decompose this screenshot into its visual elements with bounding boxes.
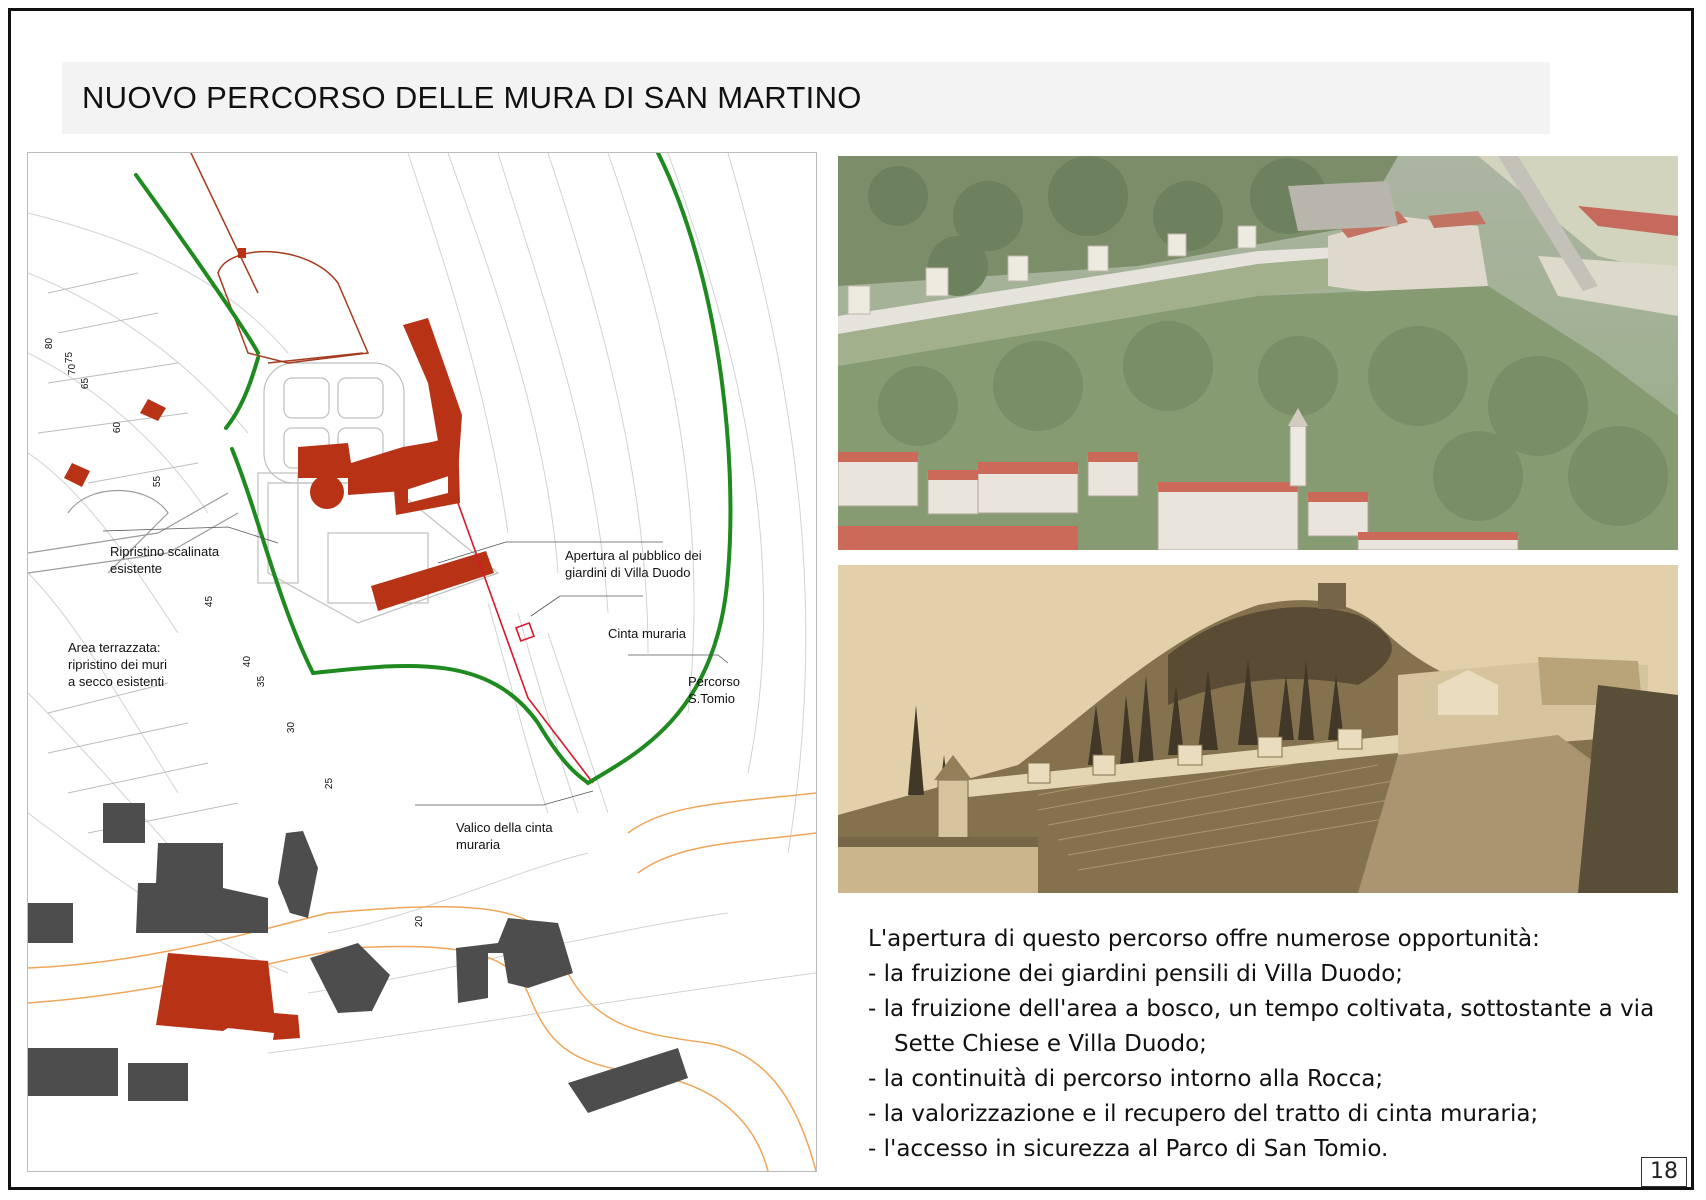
historic-photo-drawing: [838, 565, 1678, 893]
elevation-label: 25: [324, 777, 336, 790]
elevation-label: 30: [286, 721, 298, 734]
upper-garden-outline: [191, 153, 368, 363]
elevation-label: 65: [80, 377, 92, 390]
list-item: - la continuità di percorso intorno alla Rocca;: [868, 1062, 1658, 1097]
list-item: - la valorizzazione e il recupero del tratto di cinta muraria;: [868, 1097, 1658, 1132]
historic-photo: [838, 565, 1678, 893]
label-valico-cinta: Valico della cinta muraria: [456, 820, 553, 852]
elevation-label: 35: [256, 675, 268, 688]
elevation-label: 20: [414, 915, 426, 928]
elevation-label: 70: [67, 363, 79, 376]
label-ripristino-scalinata: Ripristino scalinata esistente: [110, 544, 220, 576]
list-item: - la fruizione dei giardini pensili di Villa Duodo;: [868, 957, 1658, 992]
opportunities-list: [868, 957, 1658, 1167]
aerial-photo-drawing: [838, 156, 1678, 550]
site-plan-map: [27, 152, 817, 1172]
label-cinta-muraria: Cinta muraria: [608, 626, 687, 641]
elevation-label: 75: [64, 351, 76, 364]
label-area-terrazzata: Area terrazzata: ripristino dei muri a secco esistenti: [68, 640, 167, 689]
aerial-photo: [838, 156, 1678, 550]
elevation-label: 60: [112, 421, 124, 434]
lower-red-building: [156, 953, 300, 1040]
elevation-label: 80: [44, 337, 56, 350]
opportunities-intro: L'apertura di questo percorso offre numerose opportunità:: [868, 926, 1540, 952]
page-number: 18: [1641, 1157, 1687, 1187]
page-title: NUOVO PERCORSO DELLE MURA DI SAN MARTINO: [82, 80, 862, 115]
elevation-label: 55: [152, 475, 164, 488]
elevation-label: 40: [242, 655, 254, 668]
road-outline: [28, 793, 816, 1171]
opportunities-text: [868, 922, 1658, 1167]
cinta-muraria-line: [458, 503, 593, 783]
elevation-label: 45: [204, 595, 216, 608]
list-item: - l'accesso in sicurezza al Parco di San Tomio.: [868, 1132, 1658, 1167]
list-item: - la fruizione dell'area a bosco, un tempo coltivata, sottostante a via Sette Chiese e Villa Duodo;: [868, 992, 1658, 1062]
label-apertura-giardini: Apertura al pubblico dei giardini di Villa Duodo: [565, 548, 702, 580]
label-percorso-stomio: Percorso S.Tomio: [688, 674, 741, 706]
